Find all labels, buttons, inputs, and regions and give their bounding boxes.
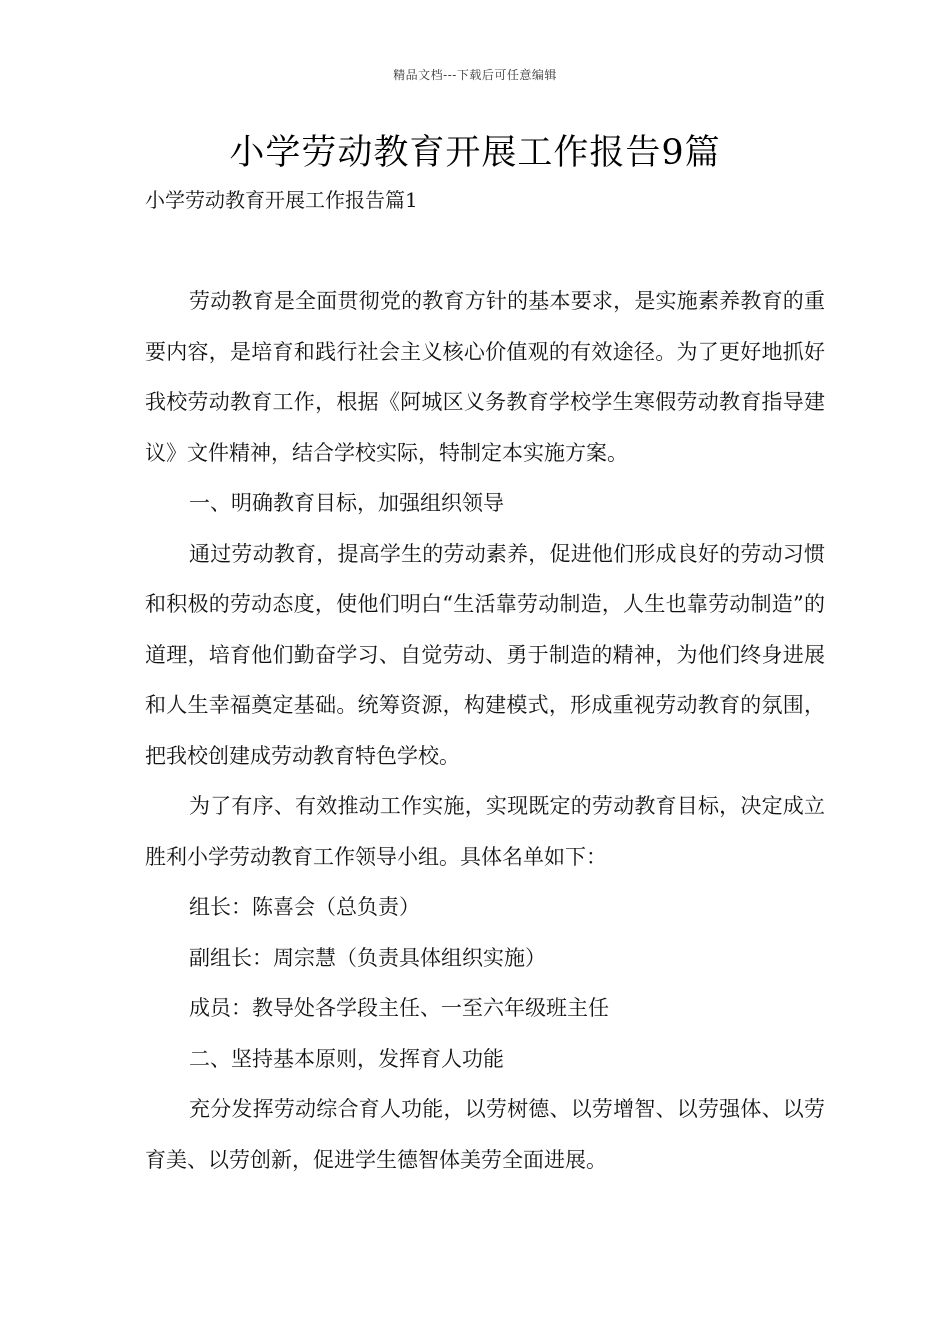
- header-note: 精品文档---下载后可任意编辑: [393, 68, 557, 82]
- paragraph-principles: 充分发挥劳动综合育人功能，以劳树德、以劳增智、以劳强体、以劳育美、以劳创新，促进学生德智体美劳全面进展。: [145, 1097, 825, 1172]
- paragraph-goals: 通过劳动教育，提高学生的劳动素养，促进他们形成良好的劳动习惯和积极的劳动态度，使他们明白“生活靠劳动制造，人生也靠劳动制造”的道理，培育他们勤奋学习、自觉劳动、勇于制造的精神，为他们终身进展和人生幸福奠定基础。统筹资源，构建模式，形成重视劳动教育的氛围，把我校创建成劳动教育特色学校。: [145, 541, 825, 768]
- section-subtitle: 小学劳动教育开展工作报告篇1: [145, 188, 418, 212]
- section-heading-2: 二、坚持基本原则，发挥育人功能: [189, 1046, 504, 1071]
- paragraph-intro: 劳动教育是全面贯彻党的教育方针的基本要求，是实施素养教育的重要内容，是培育和践行社会主义核心价值观的有效途径。为了更好地抓好我校劳动教育工作，根据《阿城区义务教育学校学生寒假劳动教育指导建议》文件精神，结合学校实际，特制定本实施方案。: [145, 289, 825, 465]
- member-leader: 组长：陈喜会（总负责）: [189, 895, 420, 919]
- member-list: 成员：教导处各学段主任、一至六年级班主任: [189, 996, 609, 1020]
- section-heading-1: 一、明确教育目标，加强组织领导: [189, 491, 504, 515]
- document-title: 小学劳动教育开展工作报告9篇: [229, 133, 721, 173]
- paragraph-leadership: 为了有序、有效推动工作实施，实现既定的劳动教育目标，决定成立胜利小学劳动教育工作领导小组。具体名单如下：: [145, 794, 825, 869]
- member-deputy: 副组长：周宗慧（负责具体组织实施）: [189, 945, 546, 970]
- document-body: [145, 276, 825, 1185]
